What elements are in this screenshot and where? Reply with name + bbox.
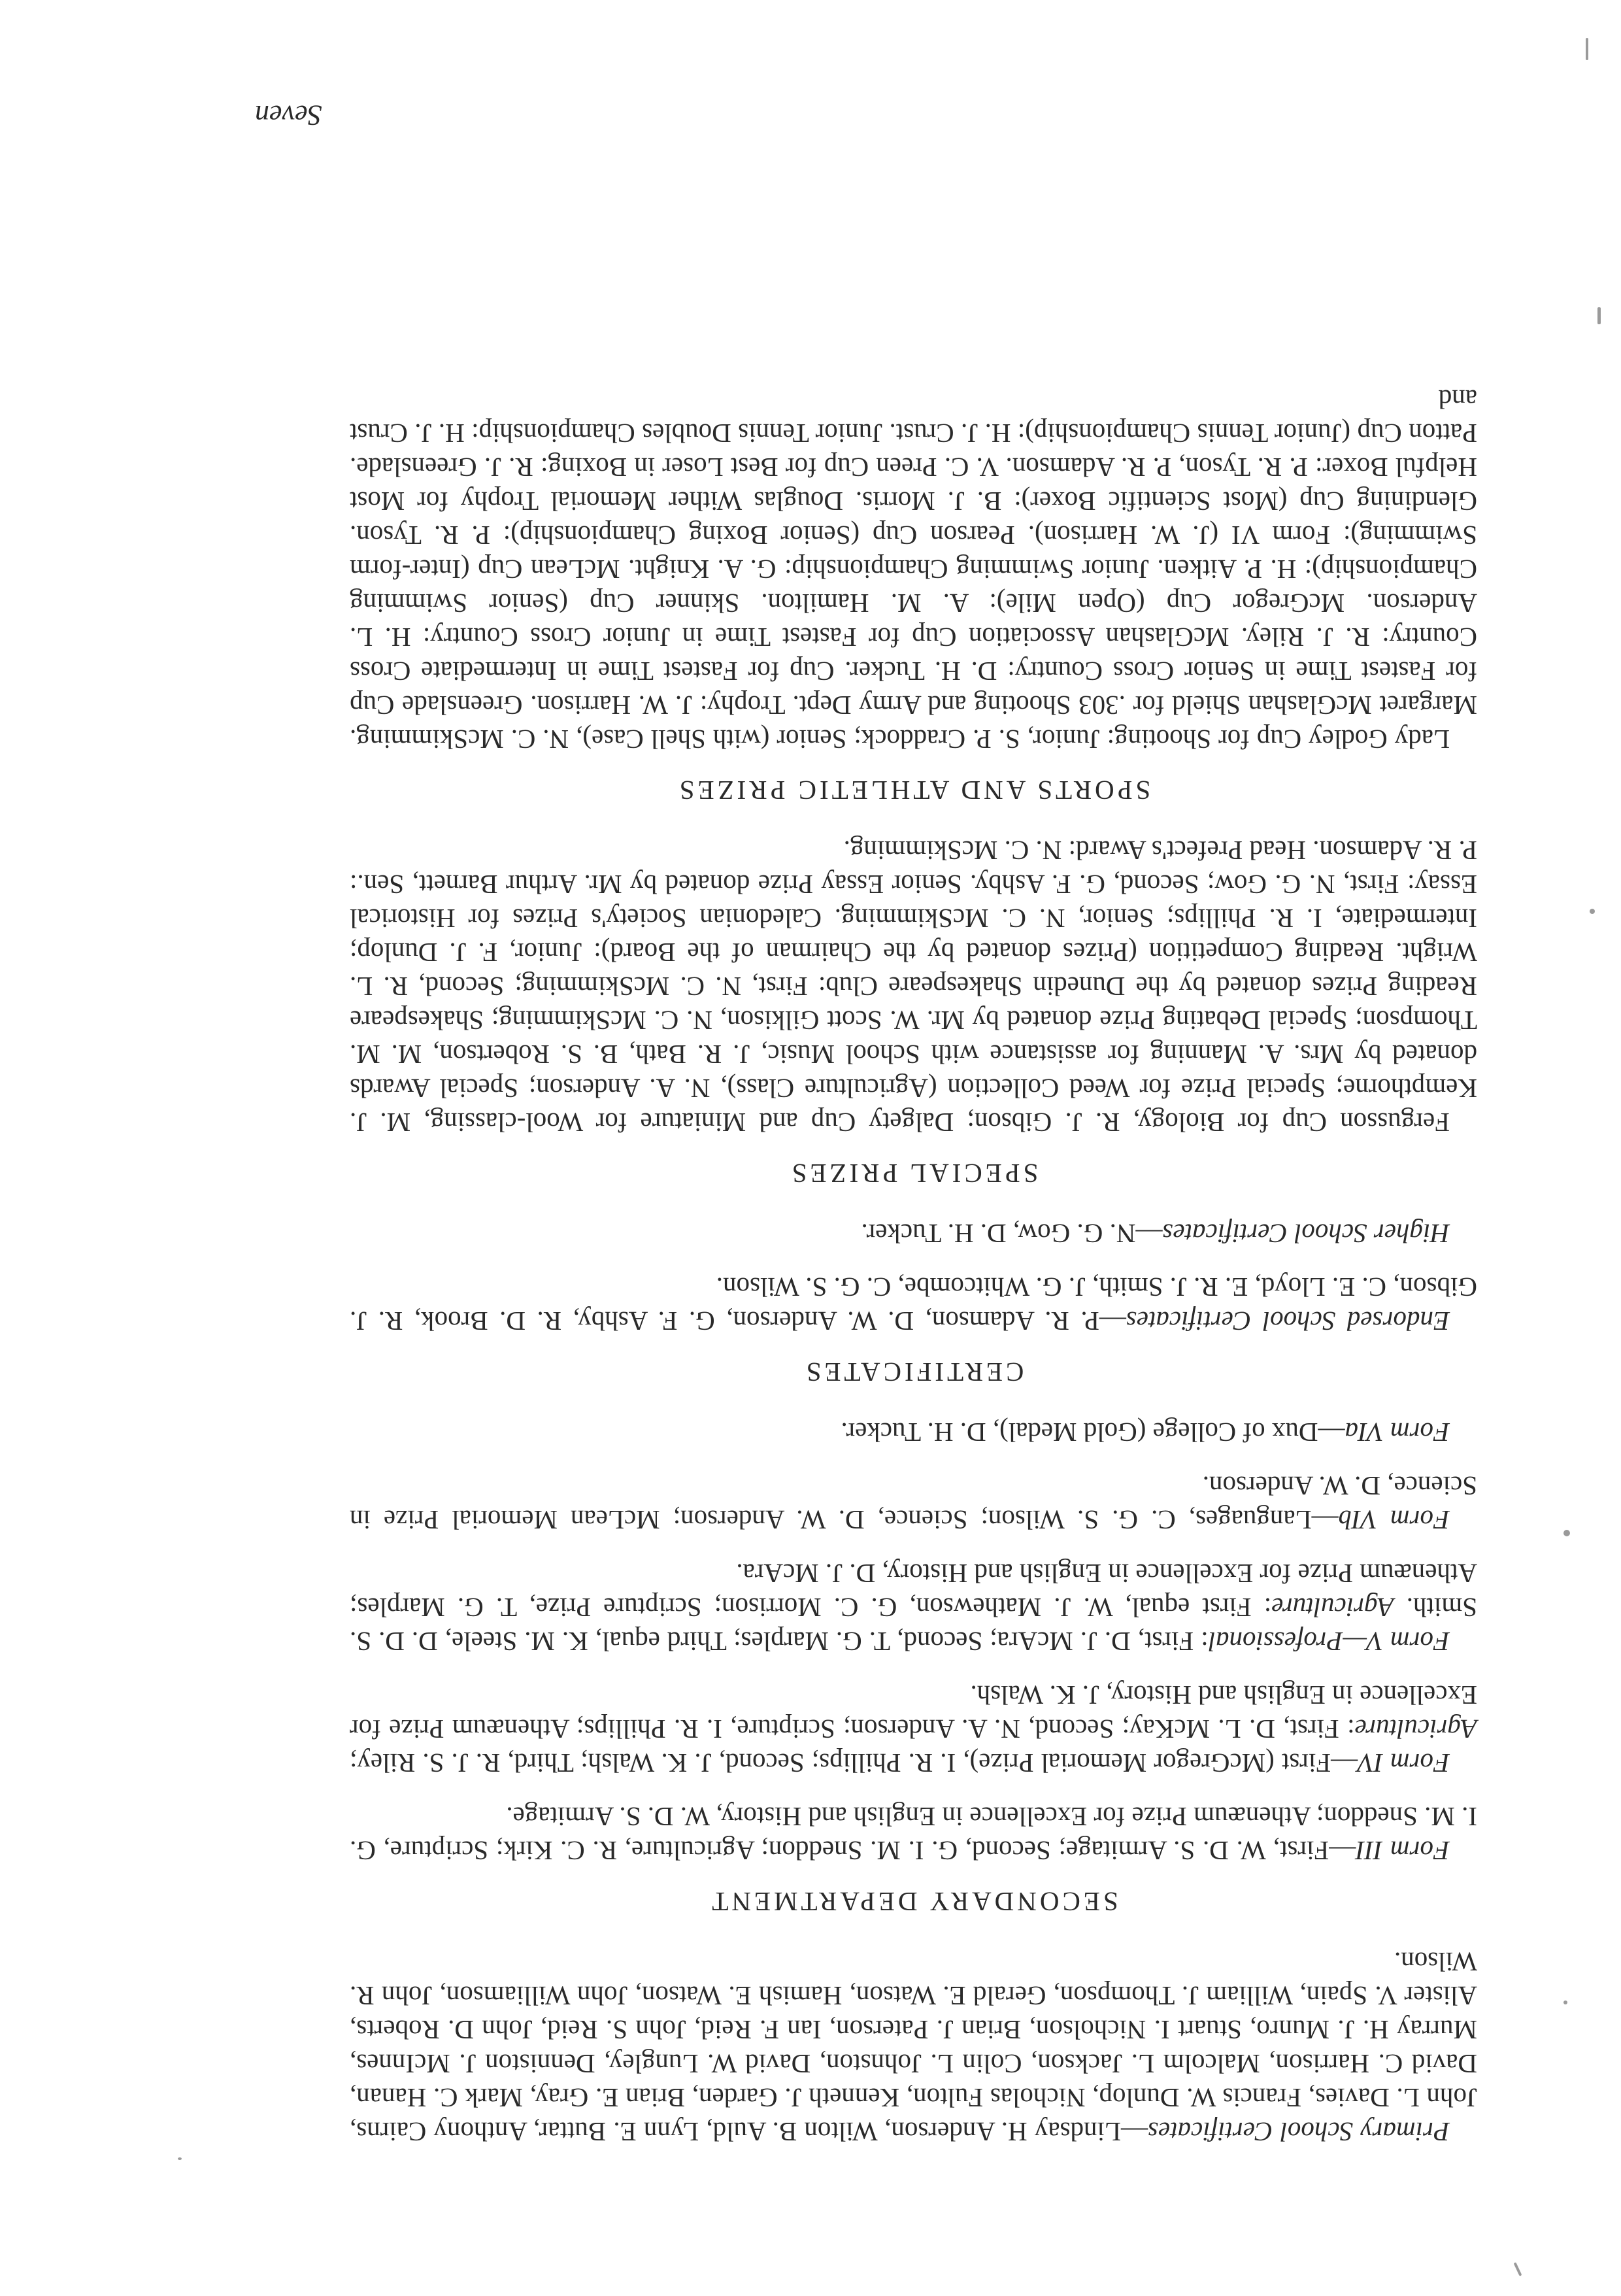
form-6b-paragraph: [350, 1469, 1477, 1537]
form-5-agriculture-label: Agriculture: [1271, 1593, 1394, 1623]
scan-mark: [1563, 2001, 1567, 2004]
form-3-paragraph: [350, 1800, 1477, 1868]
endorsed-certificates-paragraph: [350, 1270, 1477, 1338]
form-5-label: Form V—Professional: [1208, 1627, 1450, 1657]
sports-prizes-heading: SPORTS AND ATHLETIC PRIZES: [676, 775, 1151, 805]
form-4-agriculture-label: Agriculture: [1354, 1714, 1477, 1744]
form-6a-label: Form VIa: [1345, 1417, 1450, 1447]
certificates-heading: CERTIFICATES: [803, 1357, 1024, 1387]
form-5-paragraph: [350, 1557, 1477, 1659]
higher-certificates-text: —N. G. Gow, D. H. Tucker.: [861, 1219, 1163, 1249]
form-3-text: —First, W. D. S. Armitage; Second, G. I. M. Sneddon; Agriculture, R. C. Kirk; Scripture, G. I. M. Sneddon; Athenæum Prize for Excellence in English and History, W. D. S. Armitage.: [350, 1802, 1477, 1866]
endorsed-certificates-text: —P. R. Adamson, D. W. Anderson, G. F. Ashby, R. D. Brook, R. J. Gibson, C. E. Lloyd, E. R. J. Smith, J. G. Whitcombe, C. G. S. Wilson.: [350, 1272, 1477, 1336]
form-6b-label: Form VIb: [1338, 1505, 1450, 1535]
form-6a-paragraph: [350, 1415, 1477, 1449]
form-5-text-b: : First equal, W. J. Mathewson, G. C. Morrison; Scripture Prize, T. G. Marples; Athenæum Prize for Excellence in English and History, D. J. McAra.: [350, 1559, 1477, 1623]
sports-prizes-paragraph: Lady Godley Cup for Shooting: Junior, S. P. Craddock; Senior (with Shell Case), N. C. McSkimming. Margaret McGlashan Shield for .303 Shooting and Army Dept. Trophy: J. W. Harrison. Greenslade Cup for Fastest Time in Senior Cross Country: D. H. Tucker. Cup for Fastest Time in Intermediate Cross Country: R. J. Riley. McGlashan Association Cup for Fastest Time in Junior Cross Country: H. L. Anderson. McGregor Cup (Open Mile): A. M. Hamilton. Skinner Cup (Senior Swimming Championship): H. P. Aitken. Junior Swimming Championship: G. A. Knight. McLean Cup (Inter-form Swimming): Form VI (J. W. Harrison). Pearson Cup (Senior Boxing Championship): P. R. Tyson. Glendining Cup (Most Scientific Boxer): B. J. Morris. Douglas Wither Memorial Trophy for Most Helpful Boxer: P. R. Tyson, P. R. Adamson. V. C. Preen Cup for Best Loser in Boxing: R. J. Greenslade. Patton Cup (Junior Tennis Championship): H. J. Crust. Junior Tennis Doubles Championship: H. J. Crust and: [350, 384, 1477, 754]
form-6a-text: —Dux of College (Gold Medal), D. H. Tucker.: [841, 1417, 1345, 1447]
endorsed-certificates-label: Endorsed School Certificates: [1126, 1306, 1450, 1336]
form-4-text-b: : First, D. L. McKay; Second, N. A. Anderson; Scripture, I. R. Phillips; Athenæum Prize for Excellence in English and History, J. K. Walsh.: [350, 1680, 1477, 1744]
special-prizes-paragraph: Fergusson Cup for Biology, R. J. Gibson; Dalgety Cup and Miniature for Wool-classing, M. J. Kempthorne; Special Prize for Weed Collection (Agriculture Class), N. A. Anderson; Special Awards donated by Mrs. A. Manning for assistance with School Music, J. R. Bath, B. S. Robertson, M. M. Thompson; Special Debating Prize donated by Mr. W. Scott Gilkison, N. C. McSkimming; Shakespeare Reading Prizes donated by the Dunedin Shakespeare Club: First, N. C. McSkimming; Second, R. L. Wright. Reading Competition (Prizes donated by the Chairman of the Board): Junior, F. J. Dunlop; Intermediate, I. R. Phillips; Senior, N. C. McSkimming. Caledonian Society's Prizes for Historical Essay: First, N. G. Gow; Second, G. F. Ashby. Senior Essay Prize donated by Mr. Arthur Barnett, Sen.: P. R. Adamson. Head Prefect's Award: N. C. McSkimming.: [350, 836, 1477, 1138]
form-4-paragraph: [350, 1678, 1477, 1780]
form-5-text-a: : First, D. J. McAra; Second, T. G. Marples; Third equal, K. M. Steele, D. D. S. Smith.: [350, 1593, 1477, 1657]
scan-mark: [1597, 307, 1601, 324]
primary-certificates-paragraph: [350, 1945, 1477, 2149]
page-body: [350, 363, 1477, 2149]
higher-certificates-label: Higher School Certificates: [1162, 1219, 1450, 1249]
higher-certificates-paragraph: [350, 1217, 1477, 1251]
primary-certificates-label: Primary School Certificates: [1147, 2117, 1450, 2147]
form-3-label: Form III: [1356, 1836, 1450, 1866]
scan-mark: [178, 2157, 182, 2160]
scan-mark: [1590, 909, 1595, 914]
form-4-text-a: —First (McGregor Memorial Prize), I. R. Phillips; Second, J. K. Walsh; Third, R. J. S. Riley;: [350, 1748, 1358, 1778]
secondary-department-heading: SECONDARY DEPARTMENT: [709, 1887, 1118, 1917]
special-prizes-heading: SPECIAL PRIZES: [788, 1158, 1039, 1189]
form-4-label: Form IV: [1358, 1748, 1450, 1778]
primary-certificates-text: —Lindsay H. Anderson, Wilton B. Auld, Lynn E. Buttar, Anthony Cairns, John L. Davies, Francis W. Dunlop, Nicholas Fulton, Kenneth J. Garden, Brian E. Gray, Mark C. Hanan, David C. Harrison, Malcolm L. Jackson, Colin L. Johnston, David W. Lungley, Denniston J. McInnes, Murray H. J. Munro, Stuart I. Nicholson, Brian J. Paterson, Ian F. Reid, John S. Reid, John D. Roberts, Alister V. Spain, William J. Thompson, Gerald E. Watson, Hamish E. Watson, John Williamson, John R. Wilson.: [350, 1947, 1477, 2147]
scan-mark: [1586, 38, 1588, 60]
page-number: Seven: [255, 99, 322, 131]
form-6b-text: —Languages, C. G. S. Wilson; Science, D. W. Anderson; McLean Memorial Prize in Science, D. W. Anderson.: [349, 1471, 1477, 1535]
scan-mark: [1563, 1530, 1570, 1536]
